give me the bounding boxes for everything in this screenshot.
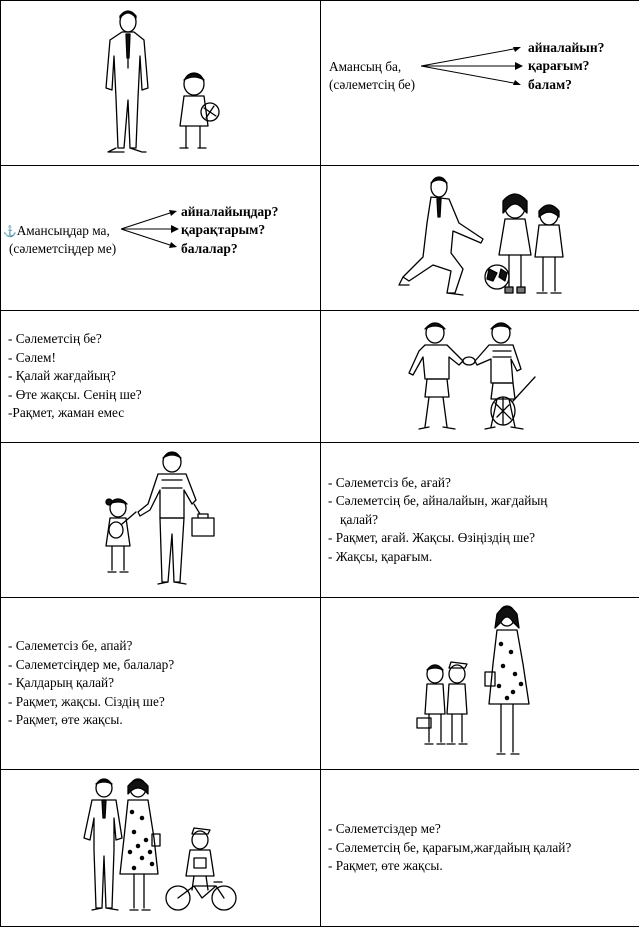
dialogue-cell: [1, 311, 321, 443]
dialogue-line: - Жақсы, қарағым.: [328, 548, 639, 567]
dialogue: [321, 820, 639, 876]
greeting-branch: [3, 166, 319, 311]
dialogue-line: - Сәлеметсіздер ме?: [328, 820, 639, 839]
option-2: қарақтарым?: [181, 222, 265, 238]
option-3: балам?: [528, 77, 572, 93]
dialogue-line: - Сәлеметсің бе?: [8, 330, 320, 349]
table-row: [1, 166, 639, 311]
dialogue: [321, 474, 639, 567]
dialogue-line: -Рақмет, жаман емес: [8, 404, 320, 423]
dialogue-cell: [1, 598, 321, 770]
option-3: балалар?: [181, 241, 238, 257]
man-and-two-girls-illustration: [393, 173, 568, 303]
dialogue-line: - Сәлеметсіз бе, апай?: [8, 637, 320, 656]
illustration-cell: [1, 770, 321, 927]
greeting-lead-sub: (сәлеметсің бе): [329, 76, 415, 94]
couple-and-boy-illustration: [76, 778, 246, 918]
branch-arrows: [421, 41, 531, 91]
illustration-cell: [321, 166, 639, 311]
greeting-lead: Амансың ба,: [329, 58, 401, 76]
dialogue-line: - Қалай жағдайың?: [8, 367, 320, 386]
man-and-boy-illustration: [86, 8, 236, 158]
dialogue: [1, 637, 320, 730]
table-row: [1, 311, 639, 443]
woman-and-two-children-illustration: [415, 604, 545, 764]
illustration-cell: [321, 311, 639, 443]
man-and-little-girl-illustration: [96, 450, 226, 590]
option-1: айналайыңдар?: [181, 204, 278, 220]
dialogue-line: - Рақмет, жақсы. Сіздің ше?: [8, 693, 320, 712]
dialogue-line: қалай?: [328, 511, 639, 530]
dialogue-line: - Рақмет, ағай. Жақсы. Өзіңіздің ше?: [328, 529, 639, 548]
table-row: [1, 1, 639, 166]
dialogue-cell: [321, 443, 639, 598]
table-row: [1, 770, 639, 927]
greeting-cell: [1, 166, 321, 311]
greeting-lead: Амансыңдар ма,: [17, 223, 110, 238]
greeting-branch: [329, 1, 639, 166]
dialogue-line: - Рақмет, өте жақсы.: [8, 711, 320, 730]
option-2: қарағым?: [528, 58, 589, 74]
greeting-cell: [321, 1, 639, 166]
dialogue-line: - Сәлем!: [8, 349, 320, 368]
dialogue-line: - Өте жақсы. Сенің ше?: [8, 386, 320, 405]
dialogue-line: - Қалдарың қалай?: [8, 674, 320, 693]
table-row: [1, 443, 639, 598]
dialogue-line: - Сәлеметсің бе, айналайын, жағдайың: [328, 492, 639, 511]
dialogue: [1, 330, 320, 423]
illustration-cell: [1, 443, 321, 598]
illustration-cell: [1, 1, 321, 166]
dialogue-line: - Сәлеметсің бе, қарағым,жағдайың қалай?: [328, 839, 639, 858]
branch-arrows: [121, 206, 183, 252]
dialogue-line: - Сәлеметсіңдер ме, балалар?: [8, 656, 320, 675]
option-1: айналайын?: [528, 40, 604, 56]
dialogue-line: - Сәлеметсіз бе, ағай?: [328, 474, 639, 493]
greeting-lead-sub: (сәлеметсіңдер ме): [9, 240, 116, 258]
dialogue-line: - Рақмет, өте жақсы.: [328, 857, 639, 876]
two-boys-handshake-illustration: [405, 317, 555, 437]
illustration-cell: [321, 598, 639, 770]
table-row: [1, 598, 639, 770]
anchor-icon: ⚓: [3, 226, 17, 238]
dialogue-cell: [321, 770, 639, 927]
